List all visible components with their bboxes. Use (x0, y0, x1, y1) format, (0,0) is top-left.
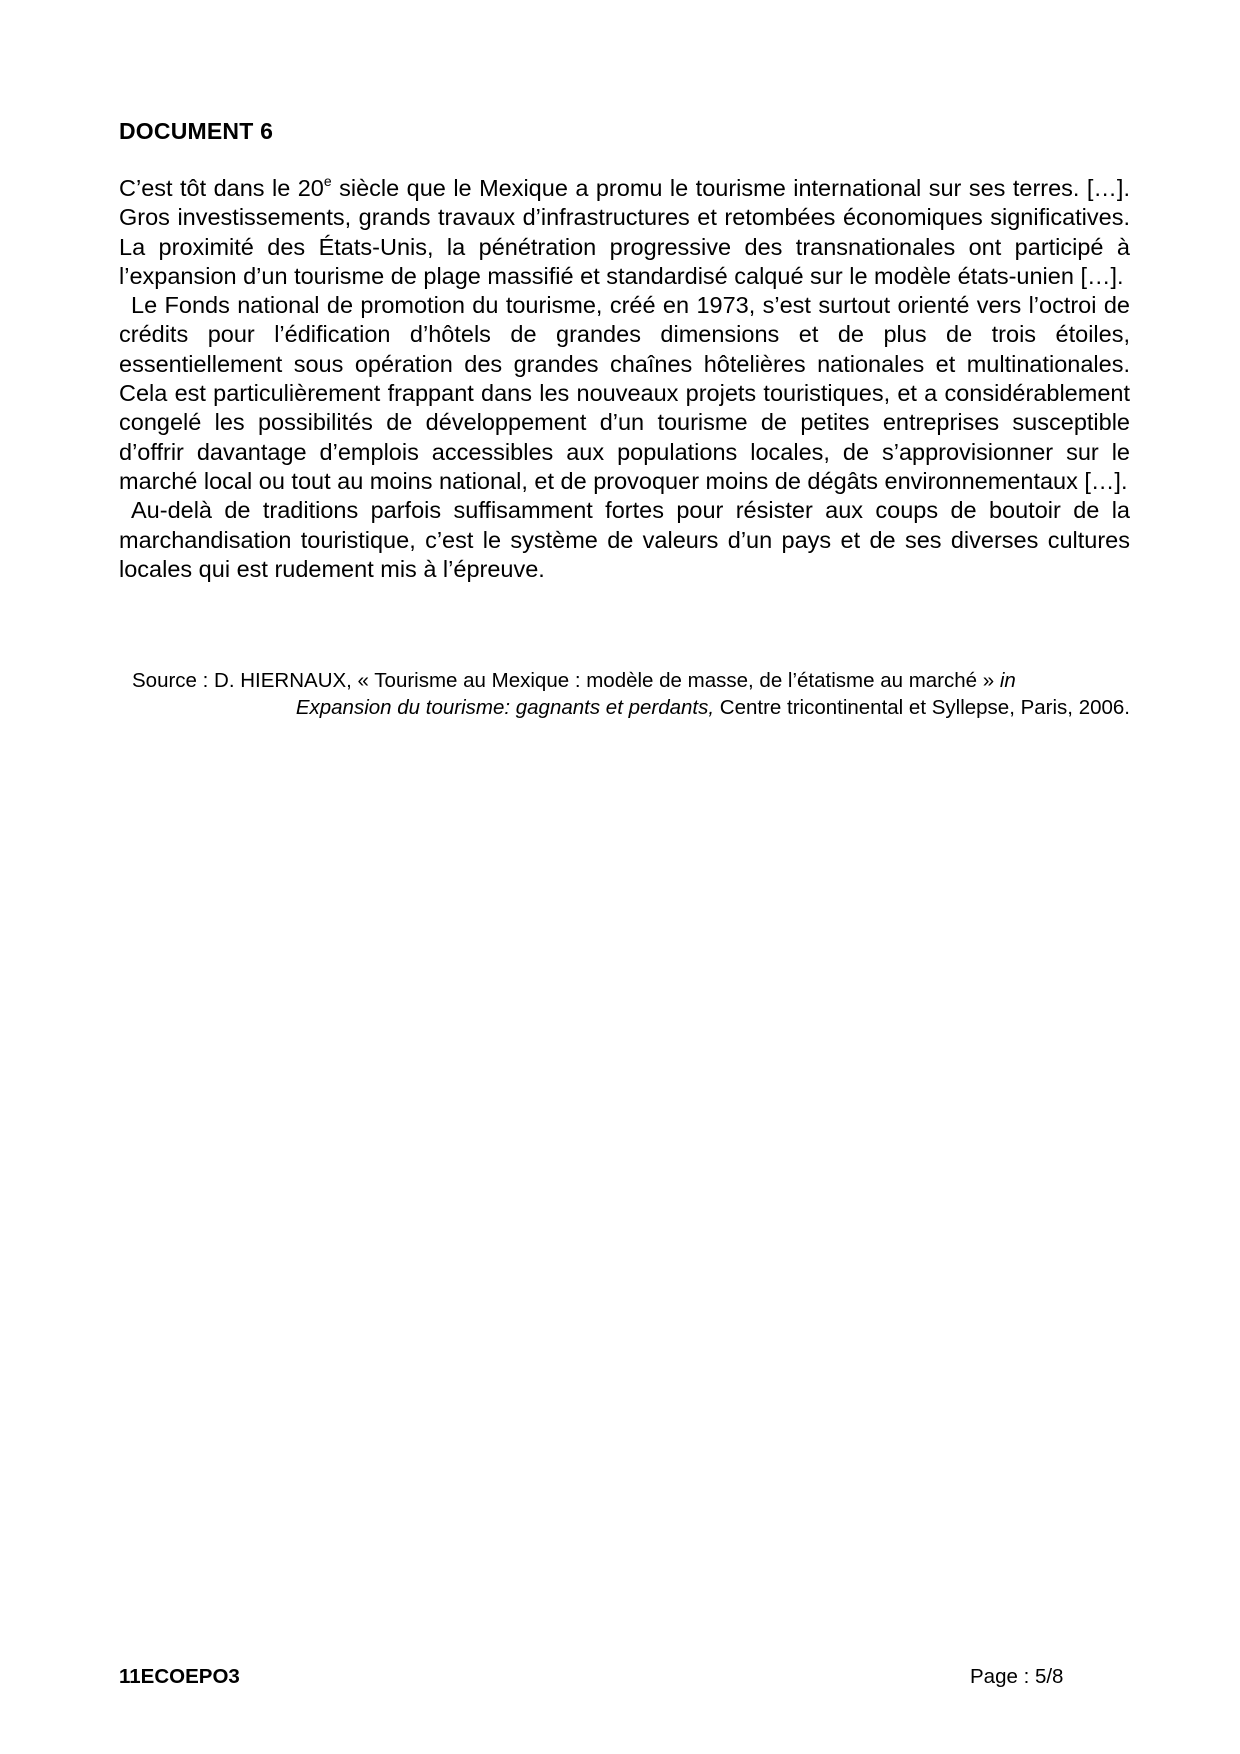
footer-exam-code: 11ECOEPO3 (119, 1665, 240, 1688)
paragraph-2: Le Fonds national de promotion du tourisme, créé en 1973, s’est surtout orienté vers l’octroi de crédits pour l’édification d’hôtels de grandes dimensions et de plus de trois étoiles, essentiellement sous opération des grandes chaînes hôtelières nationales et multinationales. Cela est particulièrement frappant dans les nouveaux projets touristiques, et a considérablement congelé les possibilités de développement d’un tourisme de petites entreprises susceptible d’offrir davantage d’emplois accessibles aux populations locales, de s’approvisionner sur le marché local ou tout au moins national, et de provoquer moins de dégâts environnementaux […]. (119, 292, 1130, 494)
paragraph-1-start: C’est tôt dans le 20 (119, 175, 324, 201)
paragraph-3: Au-delà de traditions parfois suffisamment fortes pour résister aux coups de boutoir de la marchandisation touristique, c’est le système de valeurs d’un pays et de ses diverses cultures locales qui est rudement mis à l’épreuve. (119, 497, 1130, 582)
document-title: DOCUMENT 6 (119, 118, 274, 144)
document-body (119, 174, 1130, 584)
century-superscript: e (323, 173, 332, 190)
source-book-title: Expansion du tourisme: gagnants et perdants, (295, 696, 715, 719)
source-in-italic: in (999, 669, 1016, 692)
source-citation (119, 667, 1130, 721)
footer-page-number: Page : 5/8 (970, 1665, 1064, 1688)
paragraph-1 (119, 174, 1130, 291)
source-line-1 (119, 667, 1130, 694)
source-publisher: Centre tricontinental et Syllepse, Paris, 2006. (714, 696, 1130, 719)
source-line-1-text: Source : D. HIERNAUX, « Tourisme au Mexique : modèle de masse, de l’étatisme au marché » (132, 669, 1000, 692)
source-line-2 (119, 694, 1130, 721)
paragraph-1-rest: siècle que le Mexique a promu le tourisme international sur ses terres. […]. Gros investissements, grands travaux d’infrastructures et retombées économiques significatives. La proximité des États-Unis, la pénétration progressive des transnationales ont participé à l’expansion d’un tourisme de plage massifié et standardisé calqué sur le modèle états-unien […]. (119, 175, 1130, 289)
